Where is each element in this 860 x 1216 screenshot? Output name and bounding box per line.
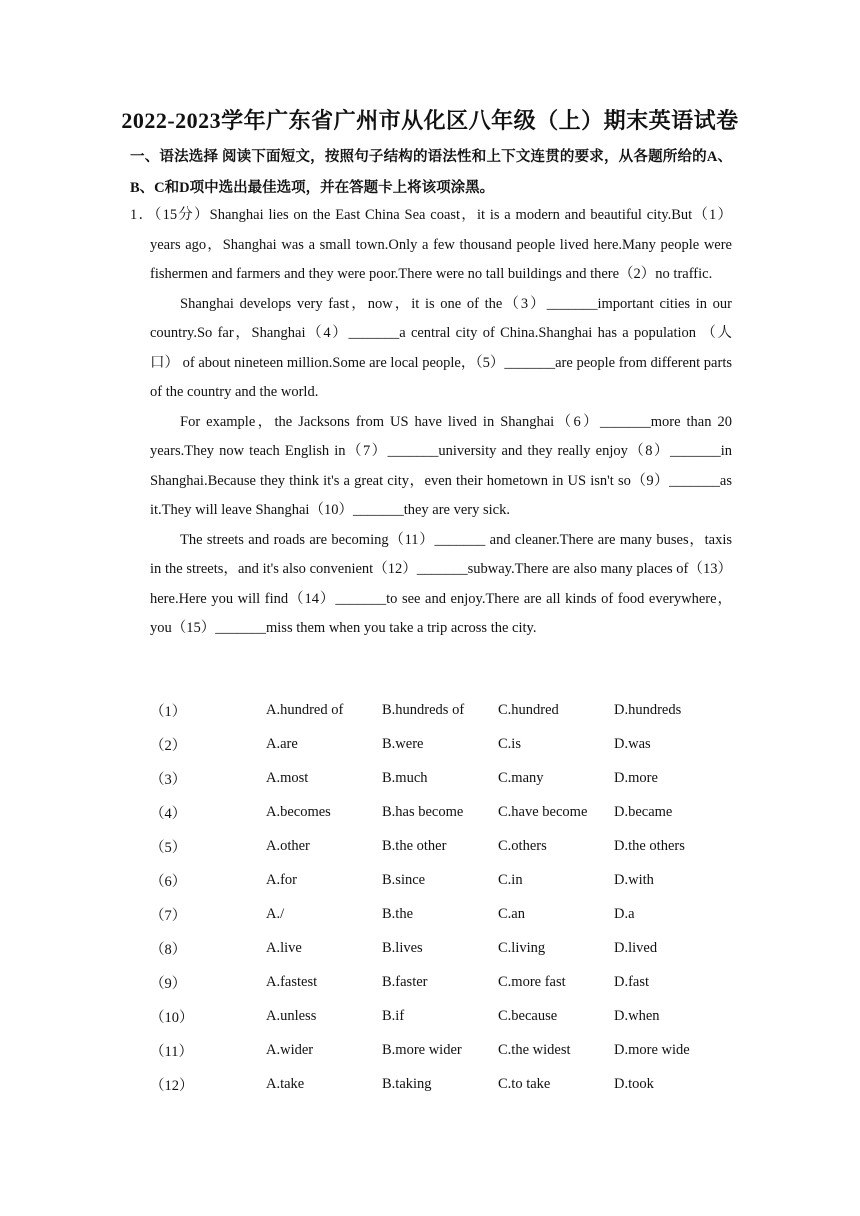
option-c[interactable]: C.is [498, 735, 521, 752]
option-row [150, 965, 730, 999]
option-b[interactable]: B.since [382, 871, 426, 888]
option-d[interactable]: D.lived [614, 939, 658, 956]
blank-number: （12） [150, 1077, 194, 1094]
option-b[interactable]: B.faster [382, 973, 428, 990]
option-b[interactable]: B.lives [382, 939, 423, 956]
blank-number: （3） [150, 771, 187, 788]
blank-number: （10） [150, 1009, 194, 1026]
option-row [150, 829, 730, 863]
passage-paragraph: The streets and roads are becoming（11）_______ and cleaner.There are many buses，taxis in the streets，and it's also convenient（12）_______subway.There are also many places of（13）here.Here you will find（14）_______to see and enjoy.There are all kinds of food everywhere，you（15）_______miss them when you take a trip across the city. [150, 531, 732, 636]
options-table [150, 693, 730, 1101]
blank-number: （7） [150, 907, 187, 924]
option-a[interactable]: A.other [266, 837, 310, 854]
option-row [150, 1067, 730, 1101]
passage-paragraph: For example，the Jacksons from US have lived in Shanghai（6）_______more than 20 years.They now teach English in（7）_______university and they really enjoy（8）_______in Shanghai.Because they think it's a great city，even their hometown in US isn't so（9）_______as it.They will leave Shanghai（10）_______they are very sick. [150, 413, 732, 518]
reading-passage [130, 201, 732, 644]
option-row [150, 999, 730, 1033]
option-a[interactable]: A.wider [266, 1041, 314, 1058]
option-b[interactable]: B.hundreds of [382, 701, 465, 718]
option-b[interactable]: B.were [382, 735, 424, 752]
option-a[interactable]: A./ [266, 905, 285, 922]
section-heading: 一、语法选择 阅读下面短文，按照句子结构的语法性和上下文连贯的要求，从各题所给的A、B、C和D项中选出最佳选项，并在答题卡上将该项涂黑。 [130, 149, 732, 196]
option-d[interactable]: D.was [614, 735, 651, 752]
blank-number: （2） [150, 737, 187, 754]
option-d[interactable]: D.fast [614, 973, 650, 990]
option-b[interactable]: B.the [382, 905, 414, 922]
option-d[interactable]: D.when [614, 1007, 660, 1024]
option-d[interactable]: D.took [614, 1075, 654, 1092]
option-row [150, 931, 730, 965]
option-a[interactable]: A.take [266, 1075, 305, 1092]
option-d[interactable]: D.hundreds [614, 701, 682, 718]
option-row [150, 863, 730, 897]
option-b[interactable]: B.the other [382, 837, 447, 854]
option-d[interactable]: D.more wide [614, 1041, 690, 1058]
option-d[interactable]: D.a [614, 905, 635, 922]
option-b[interactable]: B.if [382, 1007, 405, 1024]
blank-number: （1） [150, 703, 187, 720]
option-b[interactable]: B.more wider [382, 1041, 462, 1058]
blank-number: （11） [150, 1043, 193, 1060]
page-title: 2022-2023学年广东省广州市从化区八年级（上）期末英语试卷 [121, 108, 739, 133]
blank-number: （5） [150, 839, 187, 856]
option-row [150, 795, 730, 829]
option-c[interactable]: C.to take [498, 1075, 551, 1092]
option-c[interactable]: C.many [498, 769, 544, 786]
option-d[interactable]: D.the others [614, 837, 685, 854]
option-c[interactable]: C.an [498, 905, 525, 922]
option-d[interactable]: D.became [614, 803, 673, 820]
option-c[interactable]: C.others [498, 837, 547, 854]
option-c[interactable]: C.the widest [498, 1041, 571, 1058]
option-a[interactable]: A.hundred of [266, 701, 344, 718]
option-row [150, 727, 730, 761]
option-c[interactable]: C.because [498, 1007, 558, 1024]
option-c[interactable]: C.more fast [498, 973, 566, 990]
option-d[interactable]: D.with [614, 871, 654, 888]
option-c[interactable]: C.living [498, 939, 546, 956]
option-c[interactable]: C.have become [498, 803, 588, 820]
option-a[interactable]: A.unless [266, 1007, 317, 1024]
option-b[interactable]: B.much [382, 769, 428, 786]
blank-number: （6） [150, 873, 187, 890]
blank-number: （4） [150, 805, 187, 822]
option-c[interactable]: C.in [498, 871, 523, 888]
option-a[interactable]: A.live [266, 939, 302, 956]
passage-paragraph: Shanghai develops very fast，now，it is one of the（3）_______important cities in our country.So far，Shanghai（4）_______a central city of China.Shanghai has a population （人口） of about nineteen million.Some are local people，（5）_______are people from different parts of the country and the world. [150, 295, 732, 400]
blank-number: （9） [150, 975, 187, 992]
option-a[interactable]: A.most [266, 769, 309, 786]
option-a[interactable]: A.are [266, 735, 298, 752]
option-b[interactable]: B.has become [382, 803, 464, 820]
blank-number: （8） [150, 941, 187, 958]
option-row [150, 897, 730, 931]
option-c[interactable]: C.hundred [498, 701, 559, 718]
option-a[interactable]: A.becomes [266, 803, 331, 820]
option-a[interactable]: A.for [266, 871, 298, 888]
option-b[interactable]: B.taking [382, 1075, 432, 1092]
option-row [150, 761, 730, 795]
option-d[interactable]: D.more [614, 769, 658, 786]
option-a[interactable]: A.fastest [266, 973, 318, 990]
option-row [150, 693, 730, 727]
question-intro: 1．（15分）Shanghai lies on the East China Sea coast，it is a modern and beautiful city.But（1）years ago，Shanghai was a small town.Only a few thousand people lived here.Many people were fishermen and farmers and they were poor.There were no tall buildings and there（2）no traffic. [130, 207, 732, 282]
option-row [150, 1033, 730, 1067]
